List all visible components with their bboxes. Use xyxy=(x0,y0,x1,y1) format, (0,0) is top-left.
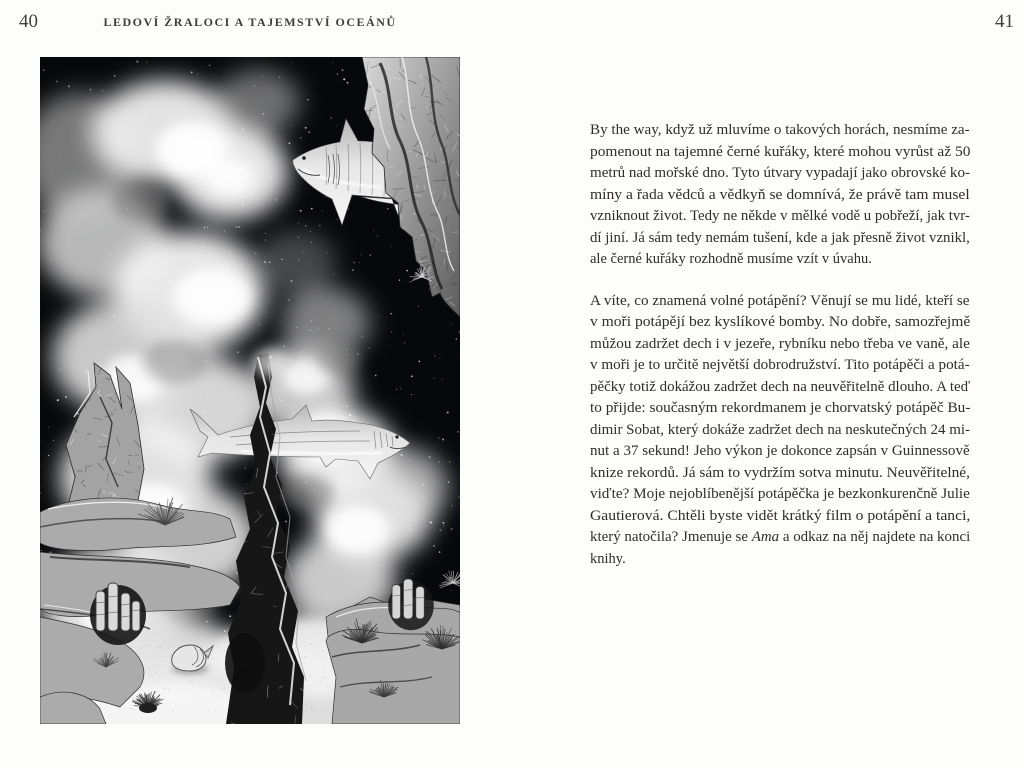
text-line: A víte, co znamená volné potápění? Věnují se mu lidé, kteří se xyxy=(590,292,970,309)
text-line: dí jiní. Já sám tedy nemám tušení, kde a jak přesně život vznikl, xyxy=(590,229,970,246)
text-line: v moři je to určitě největší dobrodružství. Tito potápěči a potá- xyxy=(590,357,970,373)
text-line: v moři potápějí bez kyslíkové bomby. No dobře, samozřejmě xyxy=(590,314,971,330)
book-illustration xyxy=(40,57,460,724)
text-line: to přijde: současným rekordmanem je chorvatský potápěč Bu- xyxy=(590,400,971,416)
text-line: knize rekordů. Já sám to vydržím sotva minutu. Neuvěřitelné, xyxy=(590,464,971,481)
text-line: knihy. xyxy=(590,550,626,567)
text-line: nut a 37 sekund! Jeho výkon je dokonce zapsán v Guinnessově xyxy=(590,443,970,459)
paragraph xyxy=(590,291,970,571)
text-line: můžou zadržet dech i v jezeře, rybníku nebo třeba ve vaně, ale xyxy=(590,335,970,352)
text-line: vzniknout život. Tedy ne někde v mělké vodě u pobřeží, jak tvr- xyxy=(590,208,970,224)
paragraph xyxy=(590,120,970,271)
text-line: pomenout na tajemné černé kuřáky, které mohou vyrůst až 50 xyxy=(590,143,971,160)
text-line: míny a řada vědců a vědkyň se domnívá, že právě tam musel xyxy=(590,186,970,203)
right-page-number: 41 xyxy=(995,11,1014,32)
text-line: viďte? Moje nejoblíbenější potápěčka je bezkonkurenčně Julie xyxy=(590,486,970,502)
text-line: dimir Sobat, který dokáže zadržet dech na neskutečných 24 mi- xyxy=(590,421,971,438)
text-line: Gautierová. Chtěli byste vidět krátký film o potápění a tanci, xyxy=(590,507,971,524)
running-head-title: LEDOVÍ ŽRALOCI A TAJEMSTVÍ OCEÁNŮ xyxy=(103,15,397,29)
body-text xyxy=(590,120,970,570)
left-page-number: 40 xyxy=(19,11,38,32)
text-line: pěčky totiž dokážou zadržet dech na neuvěřitelně dlouho. A teď xyxy=(590,378,971,395)
text-line: metrů nad mořské dno. Tyto útvary vypadají jako obrovské ko- xyxy=(590,165,971,181)
text-line: ale černé kuřáky rozhodně musíme vzít v úvahu. xyxy=(590,251,872,267)
text-line: který natočila? Jmenuje se Ama a odkaz na něj najdete na konci xyxy=(590,529,971,545)
text-line: By the way, když už mluvíme o takových horách, nesmíme za- xyxy=(590,122,970,138)
